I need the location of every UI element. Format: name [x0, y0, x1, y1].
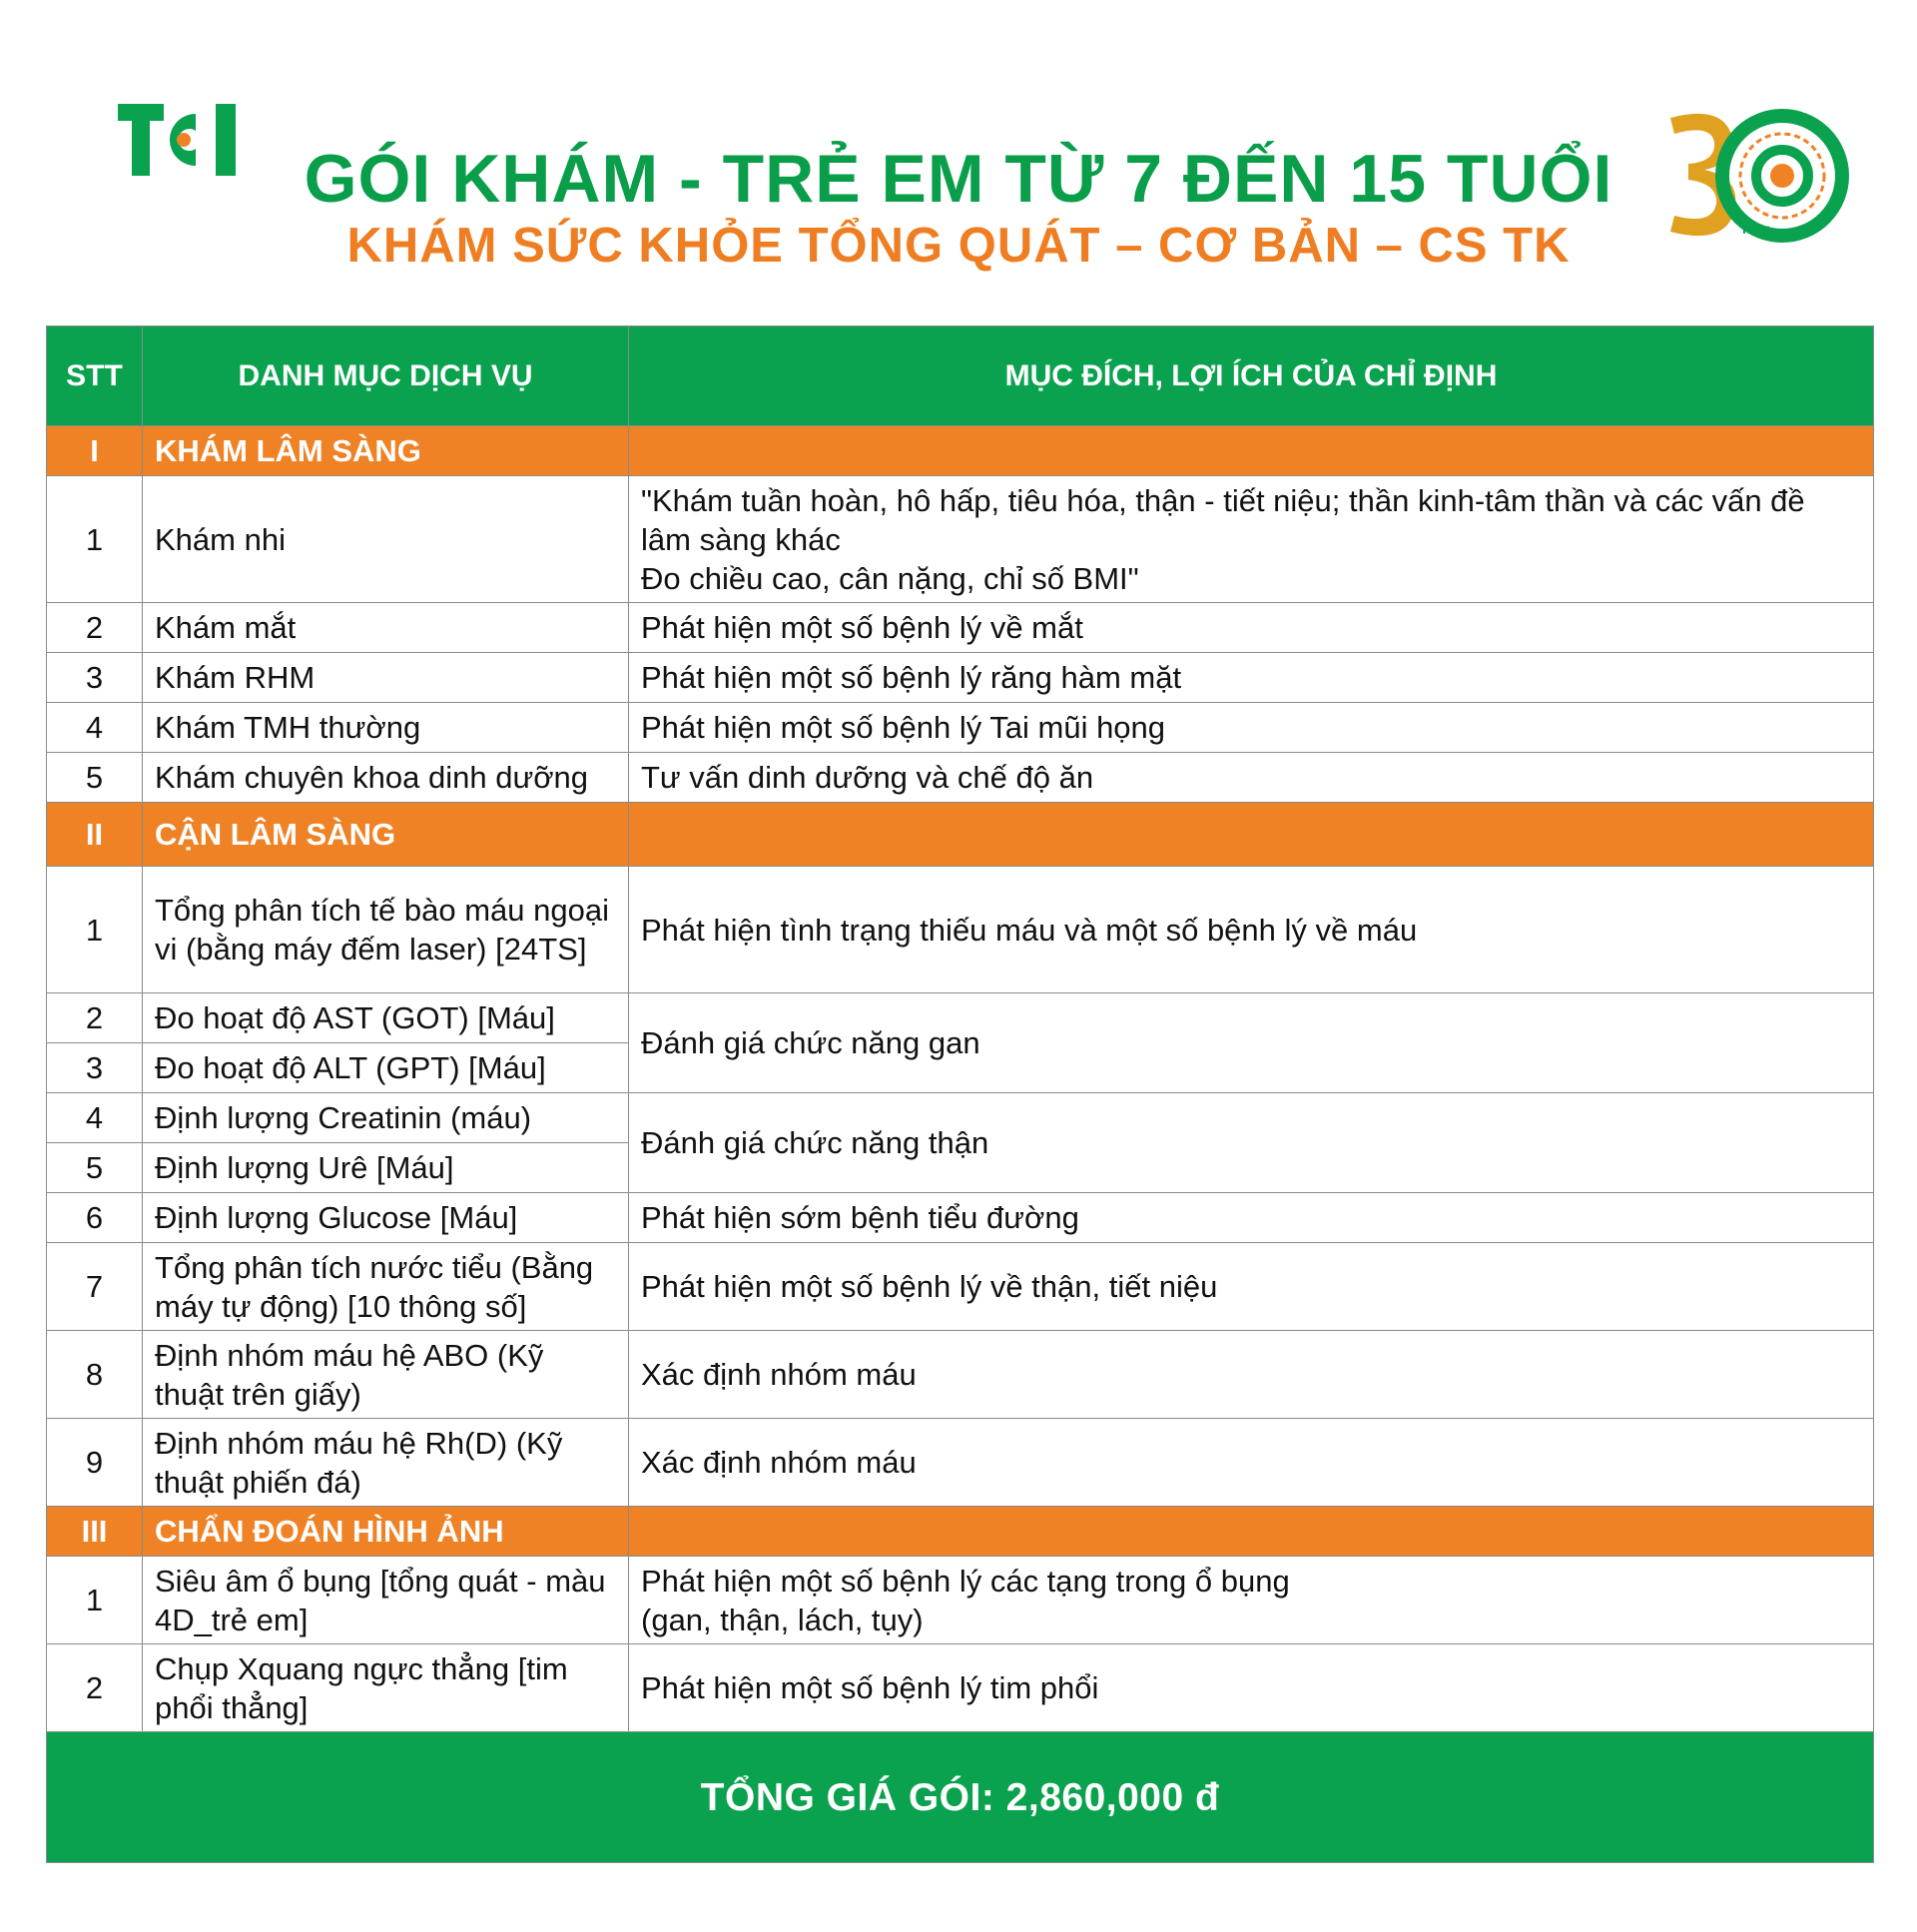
section-row	[47, 426, 1874, 476]
table-row	[47, 1243, 1874, 1331]
col-header-service: DANH MỤC DỊCH VỤ	[143, 326, 629, 426]
purpose-cell: Đánh giá chức năng gan	[629, 993, 1874, 1093]
service-cell: Siêu âm ổ bụng [tổng quát - màu 4D_trẻ em]	[143, 1557, 629, 1644]
table-row	[47, 476, 1874, 603]
table-row	[47, 653, 1874, 703]
service-cell: Định nhóm máu hệ Rh(D) (Kỹ thuật phiến đá)	[143, 1419, 629, 1507]
section-row	[47, 803, 1874, 867]
service-cell: Khám RHM	[143, 653, 629, 703]
service-cell: Tổng phân tích nước tiểu (Bằng máy tự động) [10 thông số]	[143, 1243, 629, 1331]
purpose-cell: Phát hiện sớm bệnh tiểu đường	[629, 1193, 1874, 1243]
section-name: CẬN LÂM SÀNG	[143, 803, 629, 867]
purpose-cell: Phát hiện một số bệnh lý tim phổi	[629, 1644, 1874, 1732]
purpose-cell: Đánh giá chức năng thận	[629, 1093, 1874, 1193]
stt-cell: 4	[47, 703, 143, 753]
stt-cell: 1	[47, 476, 143, 603]
purpose-cell: "Khám tuần hoàn, hô hấp, tiêu hóa, thận - tiết niệu; thần kinh-tâm thần và các vấn đề lâm sàng khác Đo chiều cao, cân nặng, chỉ số BMI"	[629, 476, 1874, 603]
purpose-cell: Tư vấn dinh dưỡng và chế độ ăn	[629, 753, 1874, 803]
purpose-cell: Xác định nhóm máu	[629, 1419, 1874, 1507]
section-number: II	[47, 803, 143, 867]
purpose-cell: Phát hiện một số bệnh lý Tai mũi họng	[629, 703, 1874, 753]
table-row	[47, 703, 1874, 753]
stt-cell: 2	[47, 993, 143, 1043]
col-header-stt: STT	[47, 326, 143, 426]
table-row	[47, 1419, 1874, 1507]
section-row	[47, 1507, 1874, 1557]
total-row	[47, 1732, 1874, 1863]
section-name: KHÁM LÂM SÀNG	[143, 426, 629, 476]
page-subtitle: KHÁM SỨC KHỎE TỔNG QUÁT – CƠ BẢN – CS TK	[346, 219, 1571, 273]
table-header-row	[47, 326, 1874, 426]
purpose-cell: Phát hiện một số bệnh lý các tạng trong ổ bụng (gan, thận, lách, tụy)	[629, 1557, 1874, 1644]
purpose-cell: Phát hiện một số bệnh lý răng hàm mặt	[629, 653, 1874, 703]
service-cell: Đo hoạt độ AST (GOT) [Máu]	[143, 993, 629, 1043]
service-cell: Định nhóm máu hệ ABO (Kỹ thuật trên giấy)	[143, 1331, 629, 1419]
section-number: III	[47, 1507, 143, 1557]
table-row	[47, 1193, 1874, 1243]
stt-cell: 1	[47, 1557, 143, 1644]
service-cell: Định lượng Glucose [Máu]	[143, 1193, 629, 1243]
section-empty-cell	[629, 803, 1874, 867]
col-header-purpose: MỤC ĐÍCH, LỢI ÍCH CỦA CHỈ ĐỊNH	[629, 326, 1874, 426]
section-name: CHẨN ĐOÁN HÌNH ẢNH	[143, 1507, 629, 1557]
stt-cell: 5	[47, 753, 143, 803]
badge-small-text: năm	[1742, 221, 1771, 237]
table-row	[47, 1644, 1874, 1732]
service-cell: Chụp Xquang ngực thẳng [tim phổi thẳng]	[143, 1644, 629, 1732]
table-row	[47, 603, 1874, 653]
purpose-cell: Phát hiện một số bệnh lý về thận, tiết niệu	[629, 1243, 1874, 1331]
page-title: GÓI KHÁM - TRẺ EM TỪ 7 ĐẾN 15 TUỔI	[304, 141, 1613, 217]
stt-cell: 7	[47, 1243, 143, 1331]
table-row	[47, 867, 1874, 993]
service-cell: Khám nhi	[143, 476, 629, 603]
section-empty-cell	[629, 1507, 1874, 1557]
service-cell: Đo hoạt độ ALT (GPT) [Máu]	[143, 1043, 629, 1093]
service-table	[46, 325, 1874, 1863]
stt-cell: 9	[47, 1419, 143, 1507]
stt-cell: 3	[47, 1043, 143, 1093]
table-row	[47, 753, 1874, 803]
stt-cell: 2	[47, 603, 143, 653]
service-cell: Khám chuyên khoa dinh dưỡng	[143, 753, 629, 803]
service-cell: Định lượng Urê [Máu]	[143, 1143, 629, 1193]
table-row	[47, 1331, 1874, 1419]
stt-cell: 2	[47, 1644, 143, 1732]
stt-cell: 1	[47, 867, 143, 993]
table-row	[47, 1557, 1874, 1644]
stt-cell: 8	[47, 1331, 143, 1419]
stt-cell: 6	[47, 1193, 143, 1243]
total-price: TỔNG GIÁ GÓI: 2,860,000 đ	[47, 1732, 1874, 1863]
purpose-cell: Phát hiện một số bệnh lý về mắt	[629, 603, 1874, 653]
stt-cell: 5	[47, 1143, 143, 1193]
table-row	[47, 1093, 1874, 1143]
stt-cell: 3	[47, 653, 143, 703]
stt-cell: 4	[47, 1093, 143, 1143]
section-empty-cell	[629, 426, 1874, 476]
purpose-cell: Xác định nhóm máu	[629, 1331, 1874, 1419]
service-cell: Khám mắt	[143, 603, 629, 653]
section-number: I	[47, 426, 143, 476]
service-cell: Khám TMH thường	[143, 703, 629, 753]
table-row	[47, 993, 1874, 1043]
service-cell: Tổng phân tích tế bào máu ngoại vi (bằng máy đếm laser) [24TS]	[143, 867, 629, 993]
purpose-cell: Phát hiện tình trạng thiếu máu và một số bệnh lý về máu	[629, 867, 1874, 993]
service-cell: Định lượng Creatinin (máu)	[143, 1093, 629, 1143]
